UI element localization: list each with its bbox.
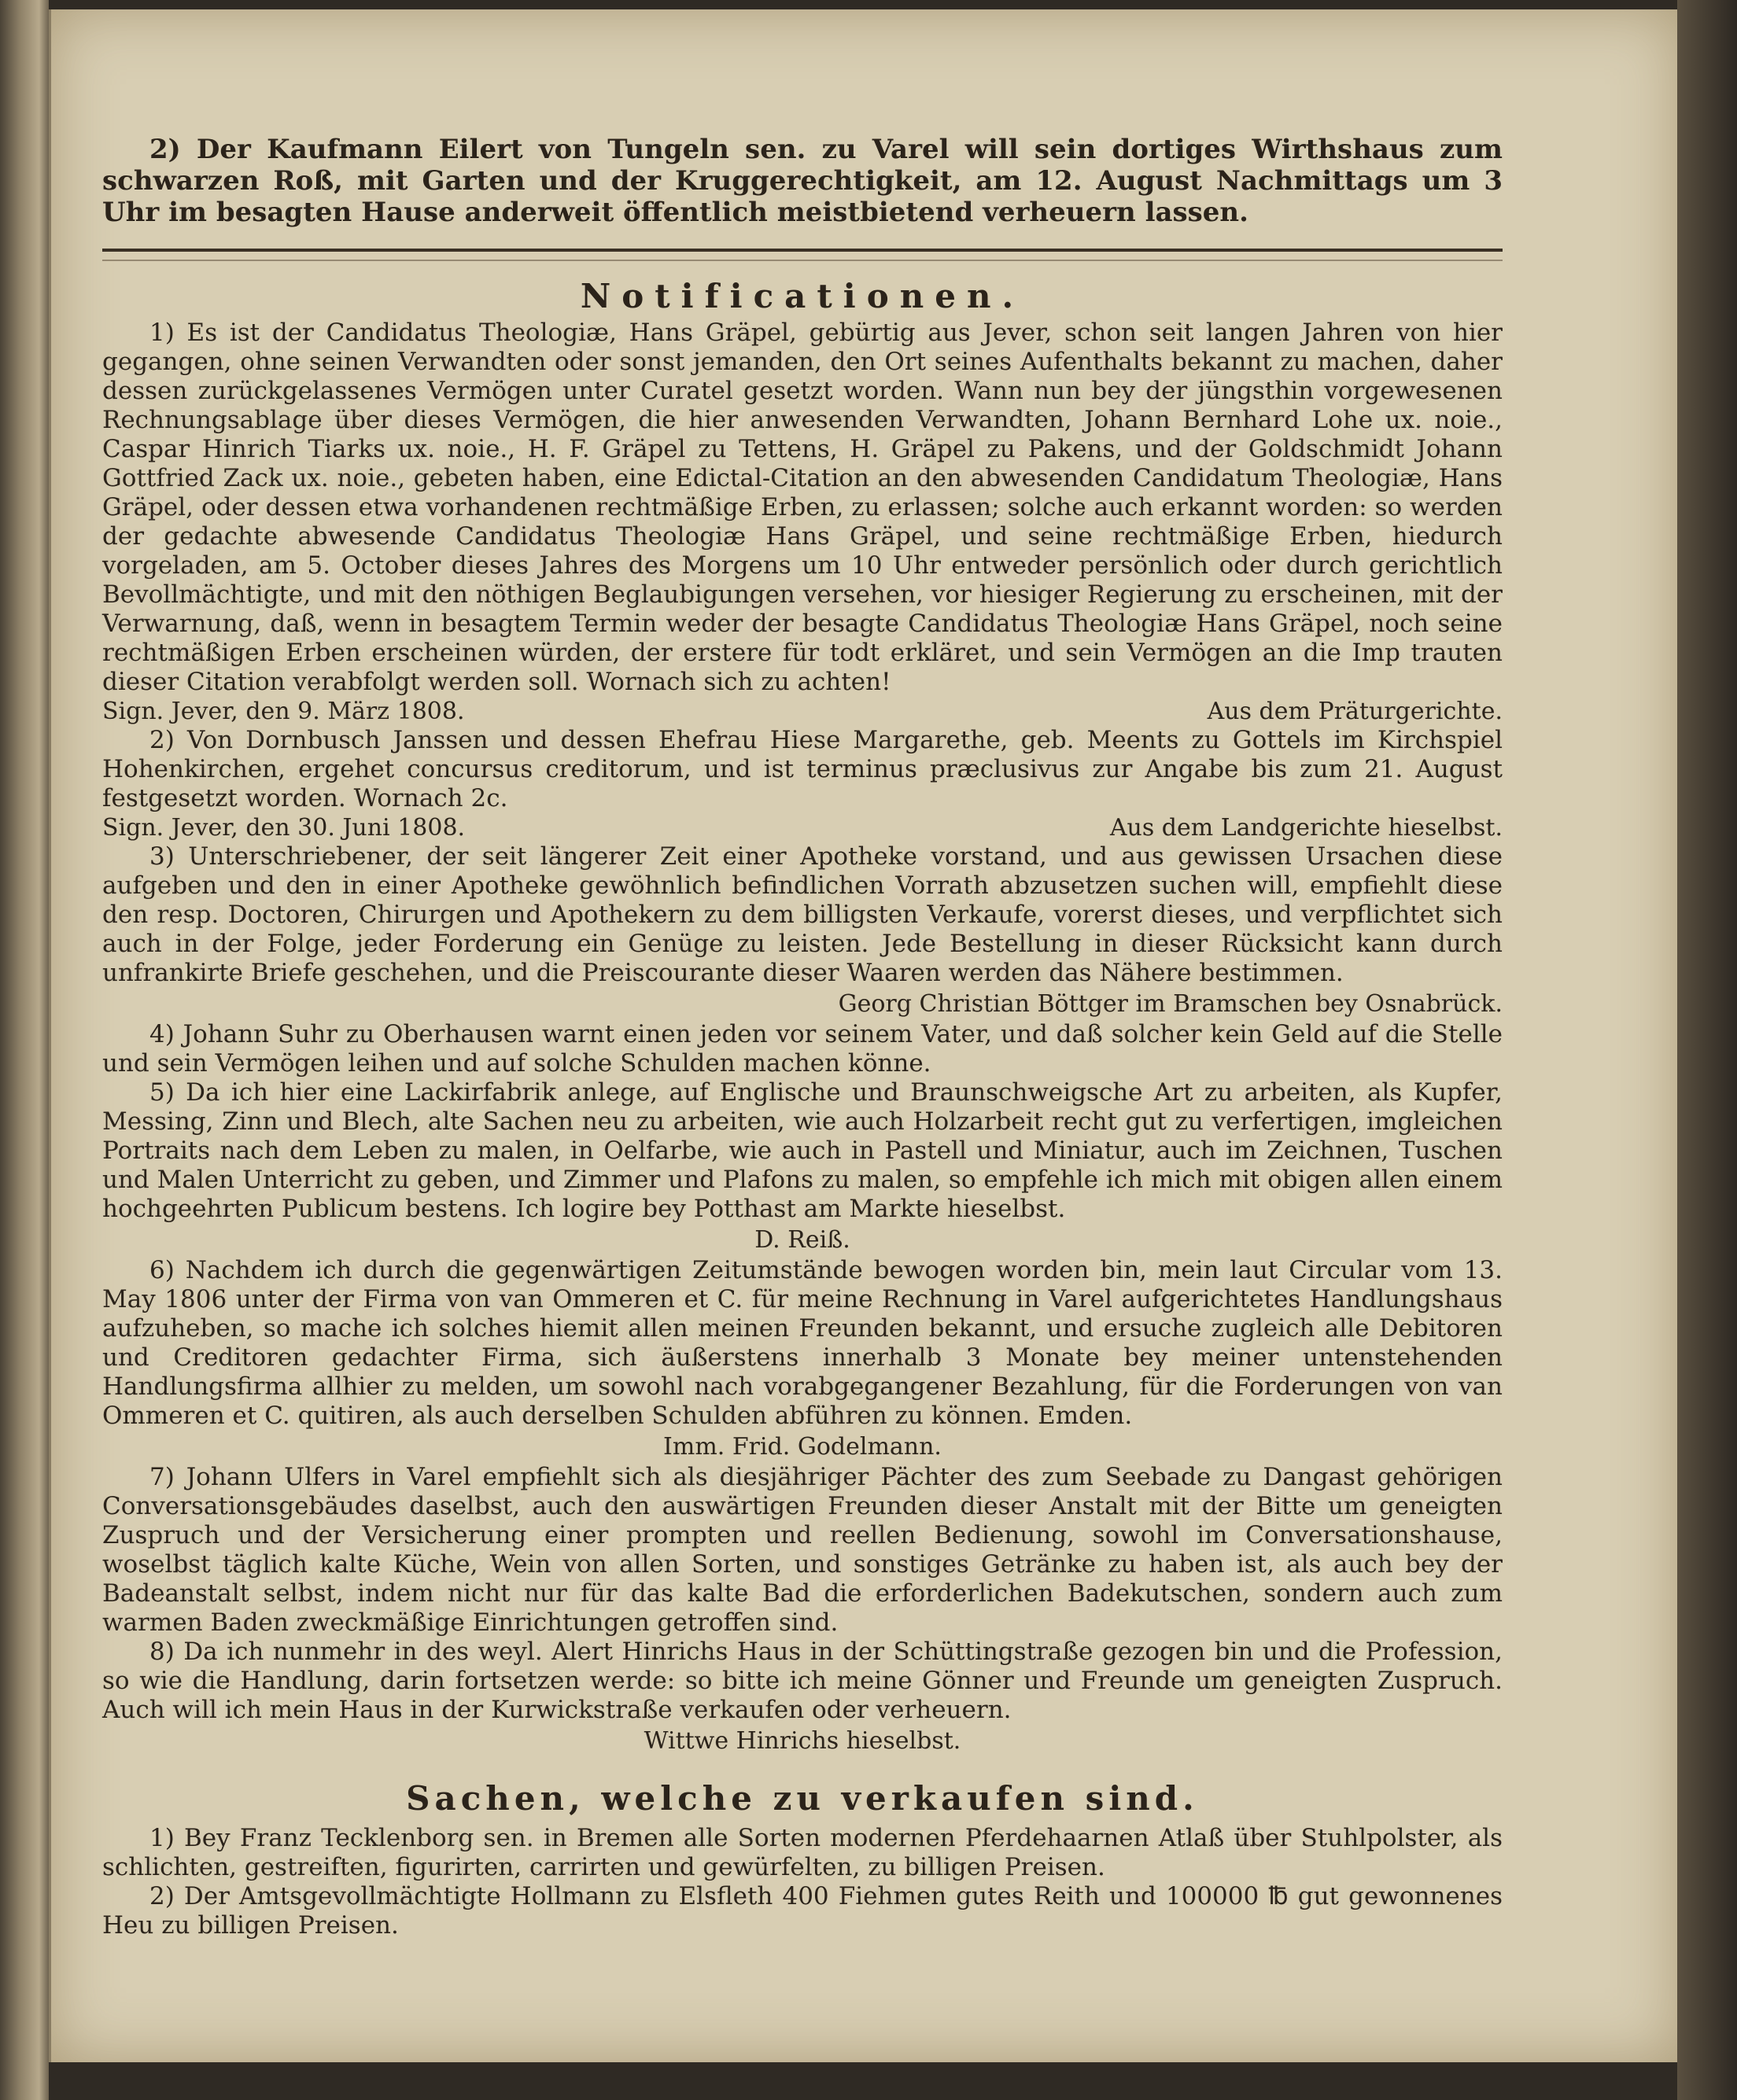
divider-line	[102, 249, 1503, 252]
sale-item-1: 1) Bey Franz Tecklenborg sen. in Bremen alle Sorten modernen Pferdehaarnen Atlaß über Stuhlpolster, als schlichten, gestreiften, figurirten, carrirten und gewürfelten, zu billigen Preisen.	[102, 1824, 1503, 1881]
sale-item-2: 2) Der Amtsgevollmächtigte Hollmann zu Elsfleth 400 Fiehmen gutes Reith und 100000 ℔ gut gewonnenes Heu zu billigen Preisen.	[102, 1882, 1503, 1940]
right-background	[1677, 0, 1737, 2100]
signature-center: D. Reiß.	[754, 1226, 850, 1254]
signature-row	[102, 813, 1503, 842]
signature-row	[102, 697, 1503, 726]
notice-item-5	[102, 1078, 1503, 1254]
notice-text: 6) Nachdem ich durch die gegenwärtigen Zeitumstände bewogen worden bin, mein laut Circular vom 13. May 1806 unter der Firma von van Ommeren et C. für meine Rechnung in Varel aufgerichtetes Handlungshaus aufzuheben, so mache ich solches hiemit allen meinen Freunden bekannt, und ersuche zugleich alle Debitoren und Creditoren gedachter Firma, sich äußerstens innerhalb 3 Monate bey meiner untenstehenden Handlungsfirma allhier zu melden, um sowohl nach vorabgegangener Bezahlung, für die Forderungen von van Ommeren et C. quitiren, als auch derselben Schulden abführen zu können. Emden.	[102, 1256, 1503, 1430]
notice-item-7	[102, 1463, 1503, 1638]
lead-notice: 2) Der Kaufmann Eilert von Tungeln sen. zu Varel will sein dortiges Wirthshaus zum schwarzen Roß, mit Garten und der Kruggerechtigkeit, am 12. August Nachmittags um 3 Uhr im besagten Hause anderweit öffentlich meistbietend verheuern lassen.	[102, 134, 1503, 228]
divider-line-thin	[102, 260, 1503, 261]
notice-text: 8) Da ich nunmehr in des weyl. Alert Hinrichs Haus in der Schüttingstraße gezogen bin und die Profession, so wie die Handlung, darin fortsetzen werde: so bitte ich meine Gönner und Freunde um geneigten Zuspruch. Auch will ich mein Haus in der Kurwickstraße verkaufen oder verheuern.	[102, 1638, 1503, 1724]
notice-text: 1) Es ist der Candidatus Theologiæ, Hans Gräpel, gebürtig aus Jever, schon seit langen Jahren von hier gegangen, ohne seinen Verwandten oder sonst jemanden, den Ort seines Aufenthalts bekannt zu machen, daher dessen zurückgelassenes Vermögen unter Curatel gesetzt worden. Wann nun bey der jüngsthin vorgewesenen Rechnungsablage über dieses Vermögen, die hier anwesenden Verwandten, Johann Bernhard Lohe ux. noie., Caspar Hinrich Tiarks ux. noie., H. F. Gräpel zu Tettens, H. Gräpel zu Pakens, und der Goldschmidt Johann Gottfried Zack ux. noie., gebeten haben, eine Edictal-Citation an den abwesenden Candidatum Theologiæ, Hans Gräpel, oder dessen etwa vorhandenen rechtmäßige Erben, zu erlassen; solche auch erkannt worden: so werden der gedachte abwesende Candidatus Theologiæ Hans Gräpel, und seine rechtmäßige Erben, hiedurch vorgeladen, am 5. October dieses Jahres des Morgens um 10 Uhr entweder persönlich oder durch gerichtlich Bevollmächtigte, und mit den nöthigen Beglaubigungen versehen, vor hiesiger Regierung zu erscheinen, mit der Verwarnung, daß, wenn in besagtem Termin weder der besagte Candidatus Theologiæ Hans Gräpel, noch seine rechtmäßigen Erben erscheinen würden, der erstere für todt erkläret, und sein Vermögen an die Imp trauten dieser Citation verabfolgt werden soll. Wornach sich zu achten!	[102, 319, 1503, 696]
signature-left: Sign. Jever, den 9. März 1808.	[102, 698, 465, 725]
section-title-notifications: Notificationen.	[580, 277, 1025, 315]
signature-right: Aus dem Präturgerichte.	[1207, 698, 1503, 725]
notice-text: 5) Da ich hier eine Lackirfabrik anlege, auf Englische und Braunschweigsche Art zu arbeiten, als Kupfer, Messing, Zinn und Blech, alte Sachen neu zu arbeiten, wie auch Holzarbeit recht gut zu verfertigen, imgleichen Portraits nach dem Leben zu malen, in Oelfarbe, wie auch in Pastell und Miniatur, auch im Zeichnen, Tuschen und Malen Unterricht zu geben, und Zimmer und Plafons zu malen, so empfehle ich mich mit obigen allen einem hochgeehrten Publicum bestens. Ich logire bey Potthast am Markte hieselbst.	[102, 1078, 1503, 1223]
signature-center: Imm. Frid. Godelmann.	[663, 1433, 942, 1461]
notice-item-1	[102, 319, 1503, 726]
notice-text: 7) Johann Ulfers in Varel empfiehlt sich als diesjähriger Pächter des zum Seebade zu Dangast gehörigen Conversationsgebäudes daselbst, auch den auswärtigen Freunden dieser Anstalt mit der Bitte um geneigten Zuspruch und der Versicherung einer prompten und reellen Bedienung, sowohl im Conversationshause, woselbst täglich kalte Küche, Wein von allen Sorten, und sonstiges Getränke zu haben ist, als auch bey der Badeanstalt selbst, indem nicht nur für das kalte Bad die erforderlichen Badekutschen, sondern auch zum warmen Baden zweckmäßige Einrichtungen getroffen sind.	[102, 1463, 1503, 1637]
signature-right: Georg Christian Böttger im Bramschen bey Osnabrück.	[838, 990, 1503, 1018]
page-content	[102, 134, 1503, 1940]
signature-center: Wittwe Hinrichs hieselbst.	[644, 1727, 961, 1755]
notice-text: 4) Johann Suhr zu Oberhausen warnt einen jeden vor seinem Vater, und daß solcher kein Geld auf die Stelle und sein Vermögen leihen und auf solche Schulden machen könne.	[102, 1020, 1503, 1078]
notice-text: 2) Von Dornbusch Janssen und dessen Ehefrau Hiese Margarethe, geb. Meents zu Gottels im Kirchspiel Hohenkirchen, ergehet concursus creditorum, und ist terminus præclusivus zur Angabe bis zum 21. August festgesetzt worden. Wornach 2c.	[102, 726, 1503, 812]
notice-item-8	[102, 1638, 1503, 1756]
notice-text: 3) Unterschriebener, der seit längerer Zeit einer Apotheke vorstand, und aus gewissen Ursachen diese aufgeben und den in einer Apotheke gewöhnlich befindlichen Vorrath abzusetzen suchen will, empfiehlt diese den resp. Doctoren, Chirurgen und Apothekern zu dem billigsten Verkaufe, vorerst dieses, und verpflichtet sich auch in der Folge, jeder Forderung ein Genüge zu leisten. Jede Bestellung in dieser Rücksicht kann durch unfrankirte Briefe geschehen, und die Preiscourante dieser Waaren werden das Nähere bestimmen.	[102, 842, 1503, 987]
signature-right: Aus dem Landgerichte hieselbst.	[1109, 814, 1503, 842]
notice-item-4	[102, 1020, 1503, 1078]
notice-item-2	[102, 726, 1503, 842]
section-title-sales: Sachen, welche zu verkaufen sind.	[406, 1779, 1199, 1818]
signature-left: Sign. Jever, den 30. Juni 1808.	[102, 814, 466, 842]
notice-item-6	[102, 1256, 1503, 1461]
left-page-edge	[0, 0, 49, 2100]
notice-item-3	[102, 842, 1503, 1019]
